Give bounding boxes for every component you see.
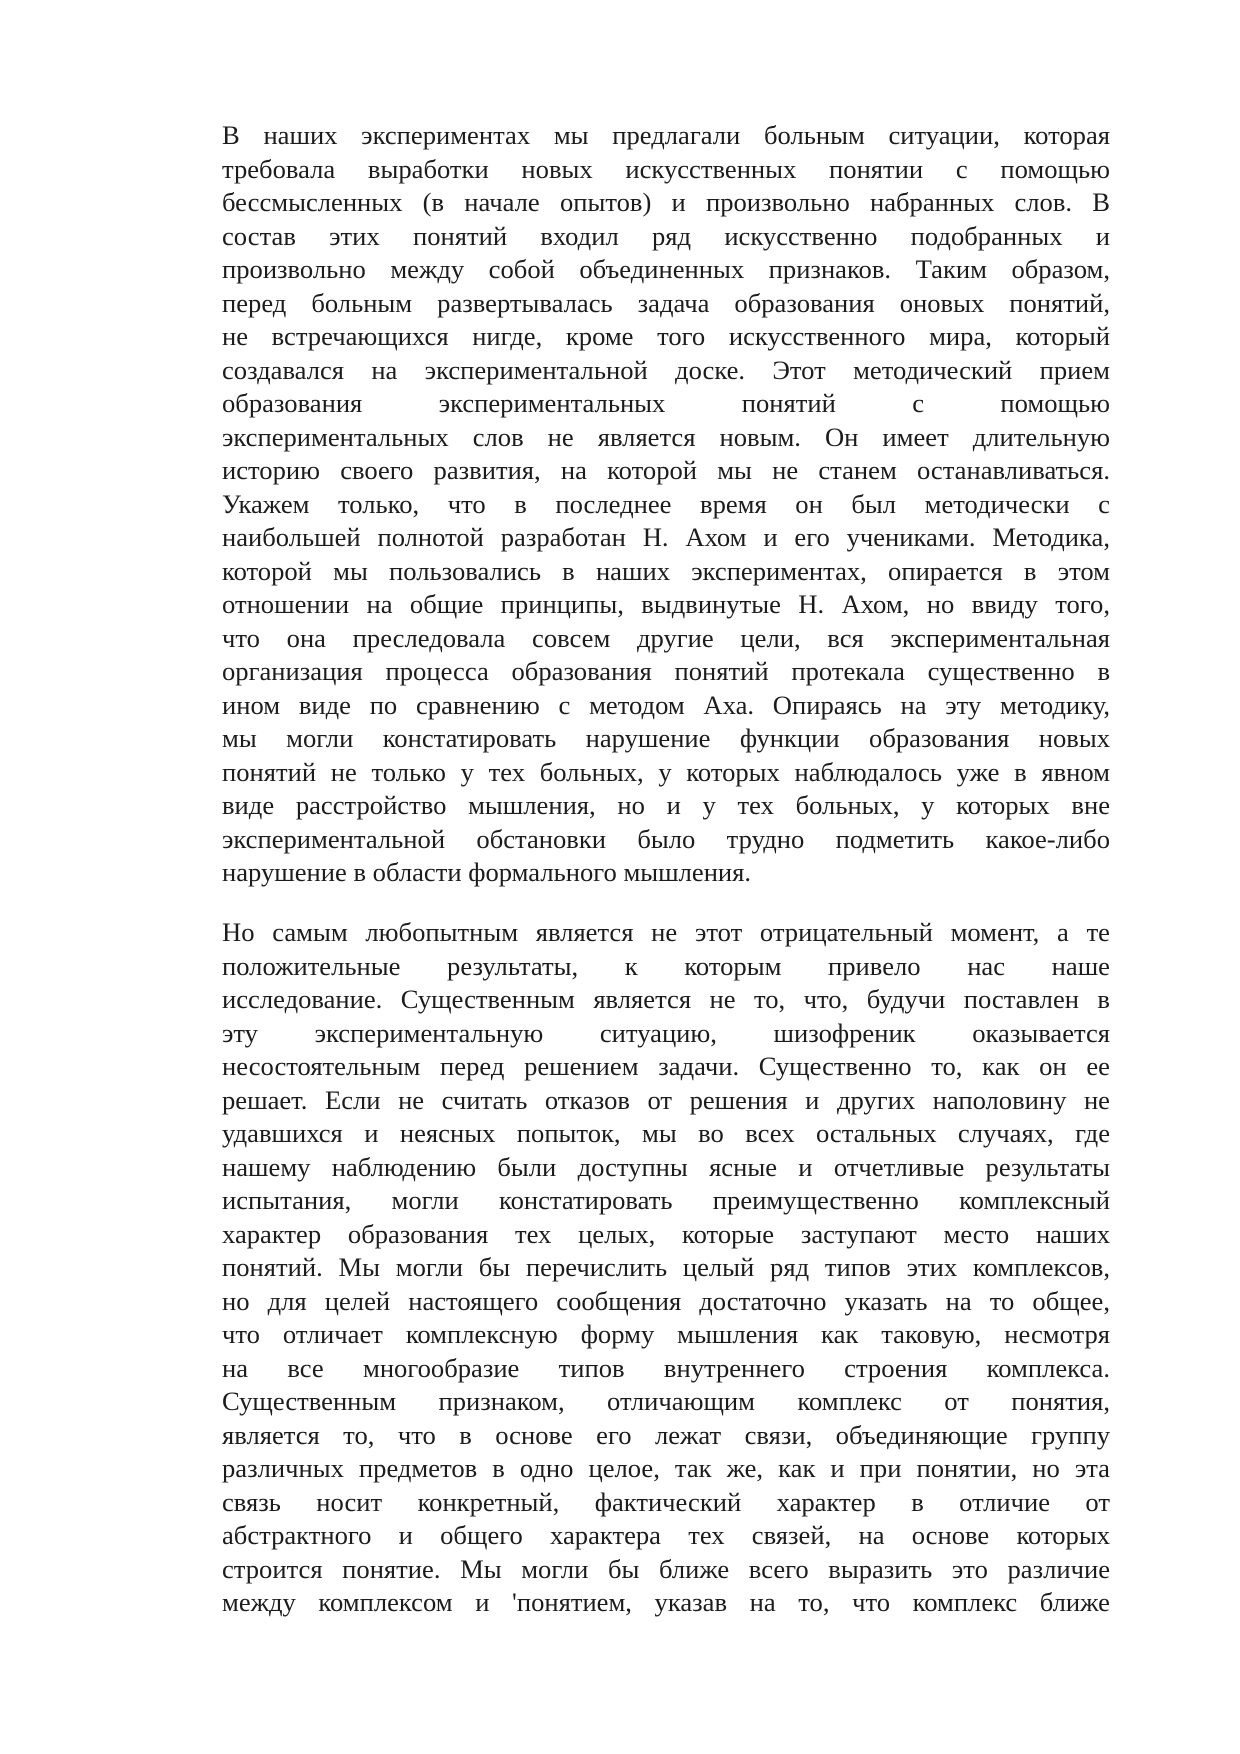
text-line: образования экспериментальных понятий с помощью [222, 388, 1110, 418]
text-line: Укажем только, что в последнее время он был методически с [222, 488, 1110, 519]
text-line: несостоятельным перед решением задачи. Существенно то, как он ее [222, 1051, 1110, 1081]
text-line: на все многообразие типов внутреннего строения комплекса. [222, 1352, 1110, 1383]
text-line: организация процесса образования понятий протекала существенно в [222, 656, 1110, 686]
text-line: произвольно между собой объединенных признаков. Таким образом, [222, 254, 1110, 284]
text-line: экспериментальных слов не является новым. Он имеет длительную [222, 421, 1110, 452]
paragraph-2 [222, 916, 1110, 1620]
text-line: виде расстройство мышления, но и у тех больных, у которых вне [222, 790, 1110, 820]
text-line: требовала выработки новых искусственных понятии с помощью [222, 153, 1110, 184]
text-line: испытания, могли констатировать преимущественно комплексный [222, 1185, 1110, 1215]
text-line: ином виде по сравнению с методом Аха. Опираясь на эту методику, [222, 689, 1110, 720]
text-line: абстрактного и общего характера тех связей, на основе которых [222, 1520, 1110, 1550]
text-line: создавался на экспериментальной доске. Этот методический прием [222, 354, 1110, 385]
text-line: состав этих понятий входил ряд искусственно подобранных и [222, 220, 1110, 251]
text-line: бессмысленных (в начале опытов) и произвольно набранных слов. В [222, 187, 1110, 217]
text-line: строится понятие. Мы могли бы ближе всего выразить это различие [222, 1553, 1110, 1584]
text-line: удавшихся и неясных попыток, мы во всех остальных случаях, где [222, 1118, 1110, 1148]
text-line: понятий. Мы могли бы перечислить целый ряд типов этих комплексов, [222, 1252, 1110, 1282]
text-line: перед больным развертывалась задача образования оновых понятий, [222, 287, 1110, 318]
text-line: В наших экспериментах мы предлагали больным ситуации, которая [222, 120, 1110, 150]
text-line: отношении на общие принципы, выдвинутые Н. Ахом, но ввиду того, [222, 589, 1110, 619]
text-line: Существенным признаком, отличающим комплекс от понятия, [222, 1386, 1110, 1416]
text-line: положительные результаты, к которым привело нас наше [222, 950, 1110, 981]
text-line: нашему наблюдению были доступны ясные и отчетливые результаты [222, 1151, 1110, 1182]
paragraph-1 [222, 119, 1110, 890]
text-line: характер образования тех целых, которые заступают место наших [222, 1218, 1110, 1249]
text-line: которой мы пользовались в наших экспериментах, опирается в этом [222, 555, 1110, 586]
text-line: историю своего развития, на которой мы не станем останавливаться. [222, 455, 1110, 485]
text-line: различных предметов в одно целое, так же, как и при понятии, но эта [222, 1453, 1110, 1483]
text-line: экспериментальной обстановки было трудно подметить какое-либо [222, 823, 1110, 854]
text-line: исследование. Существенным является не то, что, будучи поставлен в [222, 984, 1110, 1014]
text-line: Но самым любопытным является не этот отрицательный момент, а те [222, 917, 1110, 947]
text-line: что отличает комплексную форму мышления как таковую, несмотря [222, 1319, 1110, 1349]
text-line: но для целей настоящего сообщения достаточно указать на то общее, [222, 1285, 1110, 1316]
text-line: между комплексом и 'понятием, указав на то, что комплекс ближе [222, 1587, 1110, 1617]
text-line: что она преследовала совсем другие цели, вся экспериментальная [222, 622, 1110, 653]
text-line: связь носит конкретный, фактический характер в отличие от [222, 1486, 1110, 1517]
text-line: решает. Если не считать отказов от решения и других наполовину не [222, 1084, 1110, 1115]
text-line: не встречающихся нигде, кроме того искусственного мира, который [222, 321, 1110, 351]
text-line: эту экспериментальную ситуацию, шизофреник оказывается [222, 1017, 1110, 1048]
text-line: наибольшей полнотой разработан Н. Ахом и его учениками. Методика, [222, 522, 1110, 552]
text-line: понятий не только у тех больных, у которых наблюдалось уже в явном [222, 756, 1110, 787]
text-line: является то, что в основе его лежат связи, объединяющие группу [222, 1419, 1110, 1450]
text-line: мы могли констатировать нарушение функции образования новых [222, 723, 1110, 753]
text-line: нарушение в области формального мышления. [222, 857, 752, 887]
